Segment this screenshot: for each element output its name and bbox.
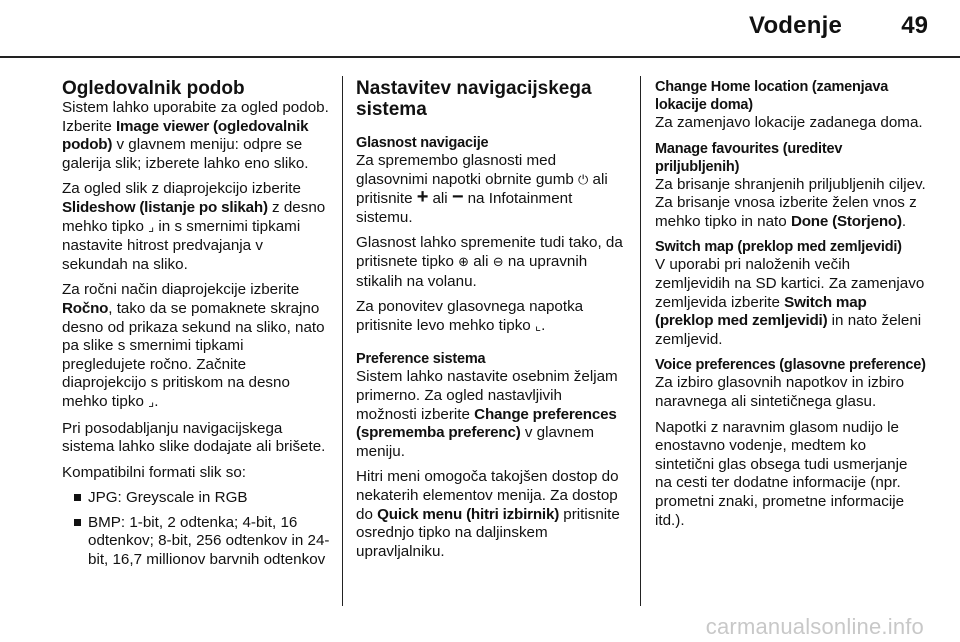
subheading-change-home: Change Home location (zamenjava lokacije doma)	[655, 79, 889, 113]
column-divider-2	[640, 76, 641, 606]
volume-knob-icon: ⏻	[578, 172, 589, 188]
paragraph: Hitri meni omogoča takojšen dostop do nekaterih elementov menija. Za dostop do Quick menu (hitri izbirnik) pritisnite osrednjo tipko na daljinskem upravljalniku.	[356, 468, 620, 560]
paragraph: Za brisanje shranjenih priljubljenih ciljev. Za brisanje vnosa izberite želen vnos z mehko tipko in nato Done (Storjeno).	[655, 175, 926, 230]
paragraph: V uporabi pri naloženih večih zemljevidih na SD kartici. Za zamenjavo zemljevida izberite Switch map (preklop med zemljevidi) in nato želeni zemljevid.	[655, 256, 925, 348]
paragraph: Za ročni način diaprojekcije izberite Ročno, tako da se pomaknete skrajno desno od prikaza sekund na sliko, nato pa slike s smernimi tipkami pregledujete ročno. Začnite diaprojekcijo s pritiskom na desno mehko tipko ⌟.	[62, 281, 325, 410]
paragraph: Sistem lahko nastavite osebnim željam primerno. Za ogled nastavljivih možnosti izberite Change preferences (sprememba preferenc) v glavnem meniju.	[356, 368, 618, 460]
subheading-navigation-volume: Glasnost navigacije	[356, 135, 489, 151]
page-header-title: Vodenje	[749, 12, 842, 39]
paragraph: Glasnost lahko spremenite tudi tako, da pritisnete tipko ⊕ ali ⊖ na upravnih stikalih na volanu.	[356, 234, 623, 290]
section-heading-navigation-settings: Nastavitev navigacijskega sistema	[356, 78, 592, 120]
subheading-system-preferences: Preference sistema	[356, 351, 486, 368]
right-softkey-icon: ⌟	[148, 394, 155, 410]
paragraph: Napotki z naravnim glasom nudijo le enostavno vodenje, medtem ko sintetični glas obsega tudi usmerjanje na cesti ter dodatne informacije (npr. prometni znaki, prometne informacije itd.).	[655, 418, 908, 529]
page-number: 49	[901, 12, 928, 39]
subheading-manage-favourites: Manage favourites (ureditev priljubljenih)	[655, 140, 843, 175]
subheading-switch-map: Switch map (preklop med zemljevidi)	[655, 239, 902, 256]
formats-list	[62, 489, 330, 569]
column-1	[62, 78, 330, 576]
watermark: carmanualsonline.info	[705, 614, 924, 639]
minus-icon: −	[451, 186, 464, 209]
paragraph: Sistem lahko uporabite za ogled podob. Izberite Image viewer (ogledovalnik podob) v glavnem meniju: odpre se galerija slik; izberete lahko eno sliko.	[62, 99, 329, 172]
column-divider-1	[342, 76, 343, 606]
volume-down-icon: ⊖	[492, 254, 504, 270]
subheading-voice-preferences: Voice preferences (glasovne preference)	[655, 357, 926, 374]
plus-icon: +	[416, 186, 429, 209]
paragraph: Pri posodabljanju navigacijskega sistema lahko slike dodajate ali brišete.	[62, 419, 326, 456]
list-item: JPG: Greyscale in RGB	[74, 489, 330, 508]
paragraph: Za ogled slik z diaprojekcijo izberite Slideshow (listanje po slikah) z desno mehko tipko ⌟ in s smernimi tipkami nastavite hitrost predvajanja v sekundah na sliko.	[62, 180, 326, 273]
list-item: BMP: 1-bit, 2 odtenka; 4-bit, 16 odtenkov; 8-bit, 256 odtenkov in 24-bit, 16,7 millionov barvnih odtenkov	[74, 514, 330, 570]
paragraph: Za spremembo glasnosti med glasovnimi napotki obrnite gumb ⏻ ali pritisnite + ali − na Infotainment sistemu.	[356, 152, 608, 226]
paragraph: Za zamenjavo lokacije zadanega doma.	[655, 114, 923, 131]
right-softkey-icon: ⌟	[148, 219, 155, 235]
section-heading-image-viewer: Ogledovalnik podob	[62, 78, 245, 99]
volume-up-icon: ⊕	[458, 254, 470, 270]
column-2	[356, 78, 624, 568]
column-3	[655, 78, 927, 537]
left-softkey-icon: ⌞	[534, 318, 542, 334]
paragraph: Za ponovitev glasovnega napotka pritisnite levo mehko tipko ⌞.	[356, 298, 584, 334]
paragraph: Kompatibilni formati slik so:	[62, 463, 247, 481]
header-rule	[0, 56, 960, 58]
paragraph: Za izbiro glasovnih napotkov in izbiro naravnega ali sintetičnega glasu.	[655, 374, 905, 410]
